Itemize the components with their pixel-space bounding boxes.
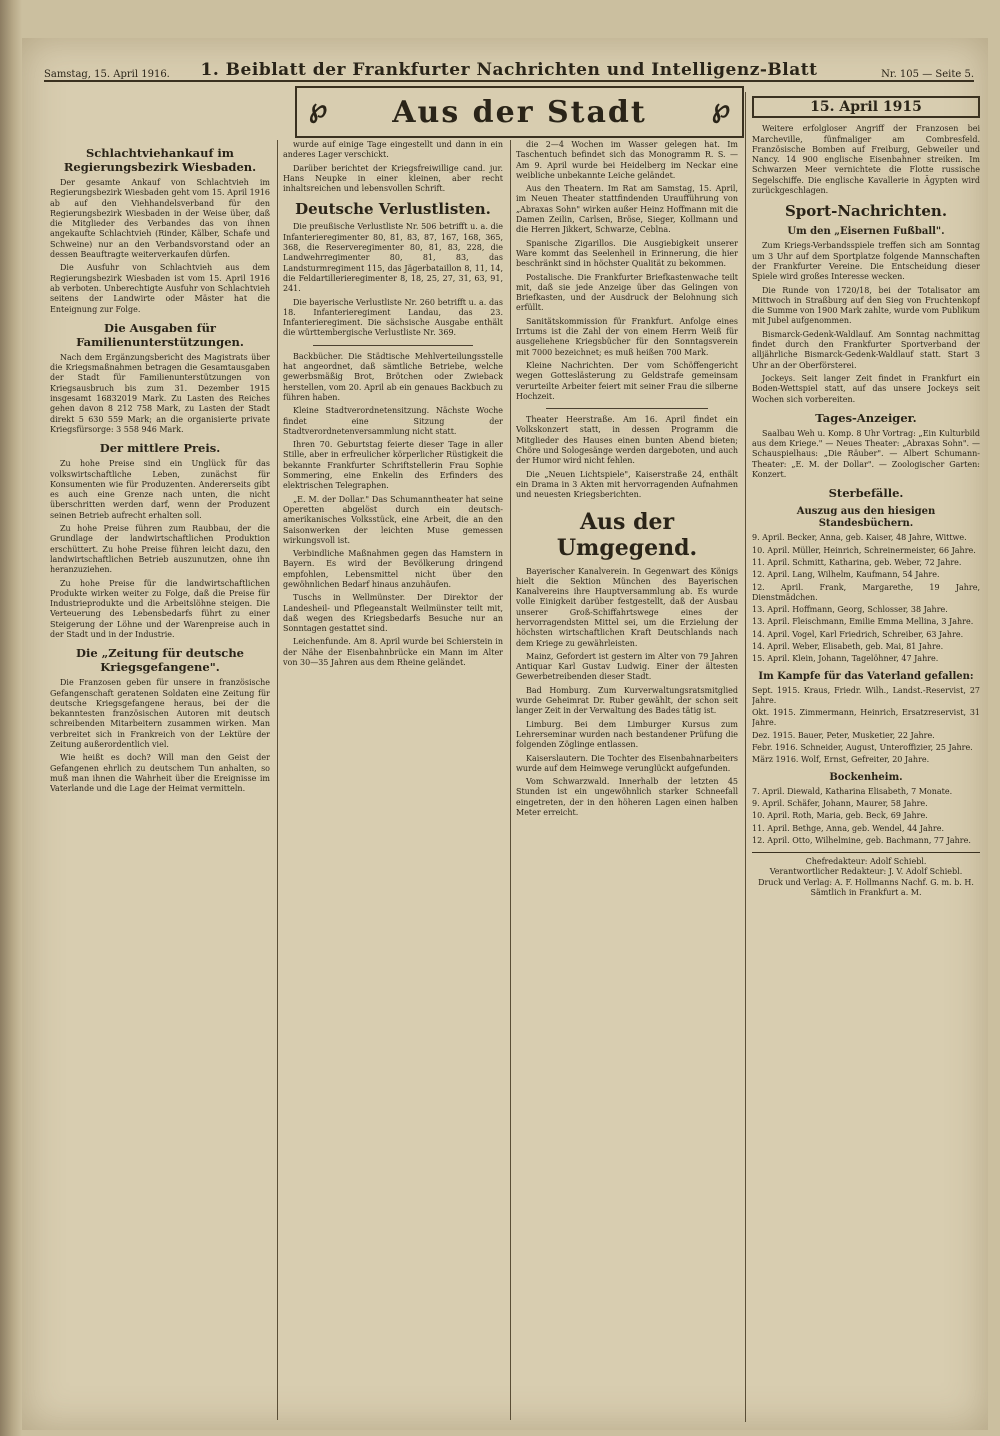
article-paragraph: Nach dem Ergänzungsbericht des Magistrats über die Kriegsmaßnahmen betragen die Gesamtausgaben der Stadt für Familienunterstützungen von Kriegsausbruch bis zum 31. Dezember 1915 insgesamt 16832019 Mark. Zu Lasten des Reiches gehen davon 8 212 758 Mark, zu Lasten der Stadt direkt 5 630 559 Mark; an die organisierte private Kriegsfürsorge: 3 558 946 Mark. bbox=[50, 352, 270, 434]
death-notice: 12. April. Frank, Margarethe, 19 Jahre, Dienstmädchen. bbox=[752, 582, 980, 602]
section-headline: Aus der Umgegend. bbox=[556, 508, 698, 561]
article-paragraph: Zu hohe Preise sind ein Unglück für das volkswirtschaftliche Leben, zunächst für Konsumenten wie für Produzenten. Andererseits gibt es auch eine Grenze nach unten, die nicht überschritten werden darf, wenn der Produzent seinen Betrieb aufrecht erhalten soll. bbox=[50, 459, 270, 520]
death-notice: 12. April. Otto, Wilhelmine, geb. Bachmann, 77 Jahre. bbox=[752, 835, 971, 845]
death-notice: 10. April. Roth, Maria, geb. Beck, 69 Jahre. bbox=[752, 811, 928, 821]
header-title: 1. Beiblatt der Frankfurter Nachrichten und Intelligenz-Blatt bbox=[200, 60, 818, 80]
death-notice: 15. April. Klein, Johann, Tagelöhner, 47 Jahre. bbox=[752, 654, 939, 664]
article-paragraph: Postalische. Die Frankfurter Briefkastenwache teilt mit, daß sie jede Anzeige über das Gelingen von Briefkasten, und der Ausdruck der Belohnung sich erfüllt. bbox=[516, 272, 738, 313]
article-paragraph: Die „Neuen Lichtspiele", Kaiserstraße 24, enthält ein Drama in 3 Akten mit hervorragenden Aufnahmen und neuesten Kriegsberichten. bbox=[516, 469, 738, 500]
imprint-line: Verantwortlicher Redakteur: J. V. Adolf Schiebl. bbox=[769, 867, 963, 877]
death-notice: Febr. 1916. Schneider, August, Unteroffizier, 25 Jahre. bbox=[752, 743, 973, 753]
ornament-left-icon: ℘ bbox=[309, 94, 328, 124]
death-notice: 9. April. Becker, Anna, geb. Kaiser, 48 Jahre, Wittwe. bbox=[752, 533, 967, 543]
paper-edge bbox=[0, 0, 22, 1436]
divider bbox=[313, 345, 473, 346]
death-notice: 9. April. Schäfer, Johann, Maurer, 58 Jahre. bbox=[752, 798, 928, 808]
death-notice: 10. April. Müller, Heinrich, Schreinermeister, 66 Jahre. bbox=[752, 545, 976, 555]
article-paragraph: wurde auf einige Tage eingestellt und dann in ein anderes Lager verschickt. bbox=[283, 140, 503, 160]
article-paragraph: Die Ausfuhr von Schlachtvieh aus dem Regierungsbezirk Wiesbaden ist vom 15. April 1916 ab verboten. Unberechtigte Ausfuhr von Schlachtvieh seitens der Landwirte oder Mäster hat die Enteignung zur Folge. bbox=[50, 263, 270, 314]
article-paragraph: Bayerischer Kanalverein. In Gegenwart des Königs hielt die Sektion München des Bayerischen Kanalvereins ihre Hauptversammlung ab. Es wurde volle Einigkeit darüber festgestellt, daß der Ausbau unserer Groß-Schiffahrtswege eines der hervorragendsten Mittel sei, um die Erzielung der höchsten wirtschaftlichen Kraft Deutschlands nach dem Kriege zu gewährleisten. bbox=[516, 566, 738, 648]
divider bbox=[546, 408, 708, 409]
article-headline: Der mittlere Preis. bbox=[99, 441, 221, 456]
article-paragraph: Limburg. Bei dem Limburger Kursus zum Lehrerseminar wurden nach bestandener Prüfung die folgenden Zöglinge entlassen. bbox=[516, 719, 738, 750]
article-paragraph: Zum Kriegs-Verbandsspiele treffen sich am Sonntag um 3 Uhr auf dem Sportplatze folgende Mannschaften der Frankfurter Vereine. Die Entscheidung dieser Spiele wird großes Interesse wecken. bbox=[752, 241, 980, 282]
article-headline: Die Ausgaben für Familienunterstützungen. bbox=[76, 320, 244, 349]
section-headline: Sport-Nachrichten. bbox=[784, 202, 948, 221]
date-box: 15. April 1915 bbox=[752, 96, 980, 118]
article-paragraph: „E. M. der Dollar." Das Schumanntheater hat seine Operetten abgelöst durch ein deutsch-amerikanisches Volksstück, eine Arbeit, die an den Saisonwerken der leichten Muse gemessen wirkungsvoll ist. bbox=[283, 494, 503, 545]
article-paragraph: Sanitätskommission für Frankfurt. Anfolge eines Irrtums ist die Zahl der von einem Herrn Weiß für ausgeliehene Kriegsbücher für den Sonntagsverein mit 7000 bezeichnet; es muß heißen 700 Mark. bbox=[516, 316, 738, 357]
imprint-line: Chefredakteur: Adolf Schiebl. bbox=[805, 857, 927, 867]
article-paragraph: Zu hohe Preise für die landwirtschaftlichen Produkte wirken weiter zu Folge, daß die Preise für Industrieprodukte und die Arbeitslöhne steigen. Die Verteuerung des Lebensbedarfs führt zu einer Steigerung der Löhne und der Warenpreise auch in der Stadt und in der Industrie. bbox=[50, 578, 270, 639]
article-paragraph: Verbindliche Maßnahmen gegen das Hamstern in Bayern. Es wird der Bevölkerung dringend empfohlen, Lebensmittel nicht über den gewöhnlichen Bedarf hinaus anzuhäufen. bbox=[283, 549, 503, 589]
article-paragraph: Jockeys. Seit langer Zeit findet in Frankfurt ein Boden-Wettspiel statt, auf das unsere Jockeys seit Wochen sich vorbereiten. bbox=[752, 373, 980, 404]
article-headline: Deutsche Verlustlisten. bbox=[295, 200, 491, 219]
article-paragraph: Kleine Nachrichten. Der vom Schöffengericht wegen Gotteslästerung zu Geldstrafe gemeinsam verurteilte Arbeiter feiert mit seiner Frau die silberne Hochzeit. bbox=[516, 360, 738, 401]
death-notice: 7. April. Diewald, Katharina Elisabeth, 7 Monate. bbox=[752, 786, 953, 796]
column-rule bbox=[745, 92, 746, 1422]
article-paragraph: Zu hohe Preise führen zum Raubbau, der die Grundlage der landwirtschaftlichen Produktion erschüttert. Zu hohe Preise führen leicht dazu, den landwirtschaftlichen Betrieb auszunutzen, ohne ihn heranzuziehen. bbox=[50, 524, 270, 575]
death-notice: 13. April. Hoffmann, Georg, Schlosser, 38 Jahre. bbox=[752, 605, 948, 615]
subheading: Bockenheim. bbox=[829, 771, 903, 783]
subheading: Auszug aus den hiesigen Standesbüchern. bbox=[796, 506, 936, 530]
article-paragraph: Darüber berichtet der Kriegsfreiwillige cand. jur. Hans Neupke in einer kleinen, aber recht inhaltsreichen und lebensvollen Schrift. bbox=[283, 163, 503, 194]
section-headline: Tages-Anzeiger. bbox=[815, 410, 917, 425]
article-headline: Um den „Eisernen Fußball". bbox=[787, 226, 945, 238]
article-paragraph: Backbücher. Die Städtische Mehlverteilungsstelle hat angeordnet, daß sämtliche Betriebe, welche gewerbsmäßig Brot, Brötchen oder Zwieback herstellen, vom 20. April ab ein genaues Backbuch zu führen haben. bbox=[283, 351, 503, 402]
column-4 bbox=[752, 92, 980, 1422]
death-notice: Dez. 1915. Bauer, Peter, Musketier, 22 Jahre. bbox=[752, 730, 935, 740]
article-paragraph: Die Franzosen geben für unsere in französische Gefangenschaft geratenen Soldaten eine Zeitung für deutsche Kriegsgefangene heraus, bei der die bekanntesten französischen Autoren mit deutsch schreibenden Mitarbeitern zusammen wirken. Man verbreitet sich in Frankreich von der Lektüre der Zeitung außerordentlich viel. bbox=[50, 678, 270, 750]
death-notice: 14. April. Vogel, Karl Friedrich, Schreiber, 63 Jahre. bbox=[752, 629, 964, 639]
section-title: Aus der Stadt bbox=[392, 94, 647, 130]
imprint bbox=[752, 852, 980, 898]
article-paragraph: Saalbau Weh u. Komp. 8 Uhr Vortrag: „Ein Kulturbild aus dem Kriege." — Neues Theater: „Abraxas Sohn". — Schauspielhaus: „Die Räuber". — Albert Schumann-Theater: „E. M. der Dollar". — Zoologischer Garten: Konzert. bbox=[752, 428, 980, 480]
article-paragraph: Weitere erfolgloser Angriff der Franzosen bei Marcheville, fünfmaliger am Combresfeld. Französische Bomben auf Freiburg, Gebweiler und Nancy. 14 900 englische Eisenbahner streiken. Im Schwarzen Meer vernichtete die Flotte russische Segelschiffe. Die englische Kavallerie in Ägypten wird zurückgeschlagen. bbox=[752, 124, 980, 196]
article-paragraph: die 2—4 Wochen im Wasser gelegen hat. Im Taschentuch befindet sich das Monogramm R. S. — Am 9. April wurde bei Heidelberg im Neckar eine weibliche unbekannte Leiche geländet. bbox=[516, 140, 738, 180]
section-headline: Sterbefälle. bbox=[828, 486, 904, 501]
article-paragraph: Kaiserslautern. Die Tochter des Eisenbahnarbeiters wurde auf dem Heimwege verunglückt aufgefunden. bbox=[516, 753, 738, 773]
section-masthead bbox=[295, 86, 744, 138]
article-paragraph: Aus den Theatern. Im Rat am Samstag, 15. April, im Neuen Theater stattfindenden Uraufführung von „Abraxas Sohn" wirken außer Heinz Hoffmann mit die Damen Zeilin, Carlsen, Bröse, Sieger, Kollmann und die Herren Jikkert, Schwarze, Ceblna. bbox=[516, 184, 738, 235]
imprint-line: Druck und Verlag: A. F. Hollmanns Nachf. G. m. b. H. Sämtlich in Frankfurt a. M. bbox=[758, 877, 974, 898]
article-paragraph: Kleine Stadtverordnetensitzung. Nächste Woche findet eine Sitzung der Stadtverordnetenversammlung nicht statt. bbox=[283, 406, 503, 436]
article-paragraph: Spanische Zigarillos. Die Ausgiebigkeit unserer Ware kommt das Seelenheil in Erinnerung, die hier beschränkt sind in höchster Qualität zu bekommen. bbox=[516, 238, 738, 269]
article-paragraph: Tuschs in Wellmünster. Der Direktor der Landesheil- und Pflegeanstalt Weilmünster teilt mit, daß wegen des Kriegsbedarfs Besuche nur an Sonntagen gestattet sind. bbox=[283, 593, 503, 634]
ornament-right-icon: ℘ bbox=[711, 94, 730, 124]
death-notice: März 1916. Wolf, Ernst, Gefreiter, 20 Jahre. bbox=[752, 755, 930, 765]
column-2 bbox=[283, 140, 503, 1420]
death-notice: 13. April. Fleischmann, Emilie Emma Mellina, 3 Jahre. bbox=[752, 617, 974, 627]
death-notice: 11. April. Bethge, Anna, geb. Wendel, 44 Jahre. bbox=[752, 823, 945, 833]
death-notice: 11. April. Schmitt, Katharina, geb. Weber, 72 Jahre. bbox=[752, 557, 962, 567]
article-paragraph: Die Runde von 1720/18, bei der Totalisator am Mittwoch in Straßburg auf den Sieg von Fruchtenkopf die Summe von 1900 Mark zahlte, wurde vom Publikum mit Jubel aufgenommen. bbox=[752, 285, 980, 326]
article-paragraph: Mainz, Gefordert ist gestern im Alter von 79 Jahren Antiquar Karl Gustav Ludwig. Einer der ältesten Gewerbetreibenden dieser Stadt. bbox=[516, 651, 738, 682]
article-headline: Schlachtviehankauf im Regierungsbezirk Wiesbaden. bbox=[63, 146, 257, 174]
death-notice: 14. April. Weber, Elisabeth, geb. Mai, 81 Jahre. bbox=[752, 641, 944, 651]
column-1 bbox=[50, 140, 270, 1420]
article-paragraph: Die bayerische Verlustliste Nr. 260 betrifft u. a. das 18. Infanterieregiment Landau, das 23. Infanterieregiment. Die sächsische Ausgabe enthält die württembergische Verlustliste Nr. 369. bbox=[283, 297, 503, 338]
article-paragraph: Der gesamte Ankauf von Schlachtvieh im Regierungsbezirk Wiesbaden geht vom 15. April 1916 ab auf den Viehhandelsverband für den Regierungsbezirk Wiesbaden in der Weise über, daß die Mitglieder des Verbandes das von ihnen angekaufte Schlachtvieh (Rinder, Kälber, Schafe und Schweine) nur an den Verbandsvorstand oder an dessen Beauftragte weiterverkaufen dürfen. bbox=[50, 178, 270, 260]
header-date: Samstag, 15. April 1916. bbox=[44, 69, 170, 80]
death-notice: 12. April. Lang, Wilhelm, Kaufmann, 54 Jahre. bbox=[752, 570, 940, 580]
header-page-number: Nr. 105 — Seite 5. bbox=[881, 69, 974, 80]
article-headline: Die „Zeitung für deutsche Kriegsgefangene". bbox=[76, 646, 244, 675]
running-head bbox=[44, 52, 974, 82]
column-rule bbox=[277, 140, 278, 1420]
article-paragraph: Bismarck-Gedenk-Waldlauf. Am Sonntag nachmittag findet durch den Frankfurter Sportverband der alljährliche Bismarck-Gedenk-Waldlauf statt. Start 3 Uhr an der Oberförsterei. bbox=[752, 329, 980, 370]
article-paragraph: Vom Schwarzwald. Innerhalb der letzten 45 Stunden ist ein ungewöhnlich starker Schneefall eingetreten, der in den höheren Lagen einen halben Meter erreicht. bbox=[516, 777, 738, 818]
article-paragraph: Ihren 70. Geburtstag feierte dieser Tage in aller Stille, aber in erfreulicher körperlicher Rüstigkeit die bekannte Frankfurter Schriftstellerin Frau Sophie Sommering, eine Enkelin des Erfinders des elektrischen Telegraphen. bbox=[283, 440, 503, 491]
subheading: Im Kampfe für das Vaterland gefallen: bbox=[758, 670, 974, 682]
article-paragraph: Wie heißt es doch? Will man den Geist der Gefangenen ehrlich zu deutschem Tun anhalten, so muß man ihnen die Wahrheit über die Ereignisse im Vaterlande und die Lage der Heimat vermitteln. bbox=[50, 753, 270, 794]
article-paragraph: Bad Homburg. Zum Kurverwaltungsratsmitglied wurde Geheimrat Dr. Ruber gewählt, der schon seit langer Zeit in der Verwaltung des Bades tätig ist. bbox=[516, 685, 738, 716]
article-paragraph: Leichenfunde. Am 8. April wurde bei Schierstein in der Nähe der Eisenbahnbrücke ein Mann im Alter von 30—35 Jahren aus dem Rheine geländet. bbox=[283, 637, 503, 668]
death-notice: Sept. 1915. Kraus, Friedr. Wilh., Landst.-Reservist, 27 Jahre. bbox=[752, 685, 980, 705]
article-paragraph: Die preußische Verlustliste Nr. 506 betrifft u. a. die Infanterieregimenter 80, 81, 83, 87, 167, 168, 365, 368, die Reserveregimenter 80, 81, 83, 228, die Landwehrregimenter 80, 81, 83, das Landsturmregiment 115, das Jägerbataillon 8, 11, 14, die Feldartillerieregimenter 8, 18, 25, 27, 31, 63, 91, 241. bbox=[283, 222, 503, 294]
column-rule bbox=[510, 140, 511, 1420]
column-3 bbox=[516, 140, 738, 1420]
death-notice: Okt. 1915. Zimmermann, Heinrich, Ersatzreservist, 31 Jahre. bbox=[752, 708, 980, 728]
article-paragraph: Theater Heerstraße. Am 16. April findet ein Volkskonzert statt, in dessen Programm die Mitglieder des Hauses einen bunten Abend bieten; Chöre und Sologesänge werden dargeboten, und auch der Humor wird nicht fehlen. bbox=[516, 415, 738, 466]
